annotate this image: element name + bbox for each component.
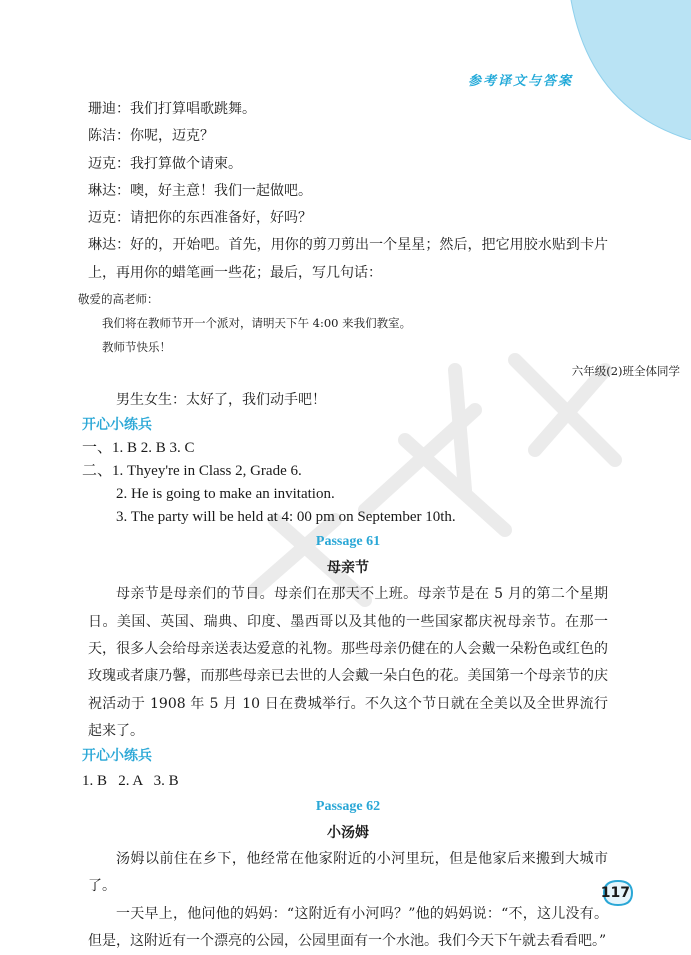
dialogue-line: 琳达：好的，开始吧。首先，用你的剪刀剪出一个星星；然后，把它用胶水贴到卡片上，再用你的蜡笔画一些花；最后，写几句话： [88, 237, 608, 281]
passage-title: 小汤姆 [327, 825, 369, 842]
practice-heading: 开心小练兵 [82, 748, 152, 765]
practice-heading: 开心小练兵 [82, 417, 152, 434]
exercise-answer: 3. The party will be held at 4: 00 pm on September 10th. [116, 509, 456, 526]
dialogue-line: 陈洁：你呢，迈克？ [88, 128, 214, 145]
dialogue-line: 男生女生：太好了，我们动手吧！ [116, 392, 326, 409]
exercise-answer: 二、1. Thyey're in Class 2, Grade 6. [82, 463, 302, 480]
dialogue-line: 迈克：请把你的东西准备好，好吗？ [88, 210, 312, 227]
passage-text: 汤姆以前住在乡下，他经常在他家附近的小河里玩，但是他家后来搬到大城市了。 [88, 851, 608, 895]
exercise-answer: 1. B 2. A 3. B [82, 773, 179, 790]
page-number: 117 [600, 885, 630, 901]
exercise-answer: 2. He is going to make an invitation. [116, 486, 335, 503]
passage-text: 母亲节是母亲们的节日。母亲们在那天不上班。母亲节是在 5 月的第二个星期日。美国、英国、瑞典、印度、墨西哥以及其他的一些国家都庆祝母亲节。在那一天，很多人会给母亲送表达爱意的礼物。那些母亲仍健在的人会戴一朵粉色或红色的玫瑰或者康乃馨，而那些母亲已去世的人会戴一朵白色的花。美国第一个母亲节的庆祝活动于 1908 年 5 月 10 日在费城举行。不久这个节日就在全美以及全世界流行起来了。 [88, 586, 608, 739]
section-header: 参考译文与答案 [467, 74, 573, 89]
passage-text: 一天早上，他问他的妈妈：“这附近有小河吗？”他的妈妈说：“不，这儿没有。但是，这附近有一个漂亮的公园，公园里面有一个水池。我们今天下午就去看看吧。” [88, 905, 608, 950]
passage-heading: Passage 62 [315, 799, 381, 815]
dialogue-line: 珊迪：我们打算唱歌跳舞。 [88, 101, 256, 117]
letter-body: 我们将在教师节开一个派对，请明天下午 4:00 来我们教室。 [102, 316, 412, 331]
letter-signature: 六年级(2)班全体同学 [571, 364, 680, 379]
passage-heading: Passage 61 [315, 534, 381, 550]
dialogue-line: 迈克：我打算做个请柬。 [88, 155, 242, 172]
dialogue-line: 琳达：噢，好主意！我们一起做吧。 [88, 182, 312, 199]
passage-title: 母亲节 [327, 560, 369, 577]
exercise-answer: 一、1. B 2. B 3. C [82, 440, 195, 457]
letter-salutation: 敬爱的高老师： [78, 292, 159, 307]
letter-closing: 教师节快乐！ [102, 340, 171, 355]
